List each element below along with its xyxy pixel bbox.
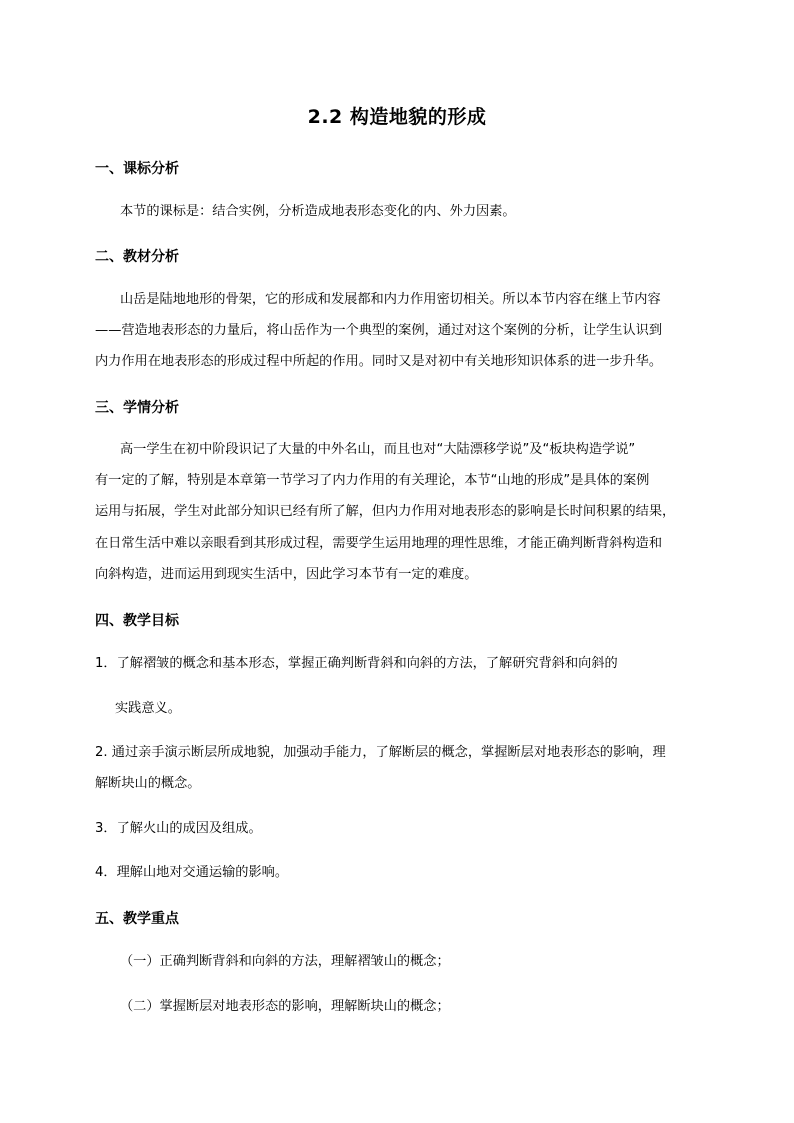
- objective-item: 1．了解褶皱的概念和基本形态，掌握正确判断背斜和向斜的方法，了解研究背斜和向斜的: [95, 656, 618, 671]
- page-title: 2.2 构造地貌的形成: [307, 106, 487, 128]
- section-heading-key-points: 五、教学重点: [95, 911, 179, 927]
- section-heading-curriculum: 一、课标分析: [95, 161, 179, 177]
- objective-item: 3．了解火山的成因及组成。: [95, 821, 262, 836]
- paragraph-line: 运用与拓展，学生对此部分知识已经有所了解，但内力作用对地表形态的影响是长时间积累的结果，: [95, 504, 676, 519]
- objective-item: 4．理解山地对交通运输的影响。: [95, 865, 289, 880]
- paragraph-line: 在日常生活中难以亲眼看到其形成过程，需要学生运用地理的理性思维，才能正确判断背斜构造和: [95, 536, 663, 551]
- paragraph-line: 山岳是陆地地形的骨架，它的形成和发展都和内力作用密切相关。所以本节内容在继上节内容: [120, 292, 661, 307]
- key-point-item: （二）掌握断层对地表形态的影响，理解断块山的概念；: [120, 999, 450, 1014]
- key-point-item: （一）正确判断背斜和向斜的方法，理解褶皱山的概念；: [120, 954, 450, 969]
- paragraph-line: ——营造地表形态的力量后，将山岳作为一个典型的案例，通过对这个案例的分析，让学生认识到: [95, 323, 663, 338]
- paragraph-line: 本节的课标是：结合实例，分析造成地表形态变化的内、外力因素。: [120, 204, 516, 219]
- paragraph-line: 内力作用在地表形态的形成过程中所起的作用。同时又是对初中有关地形知识体系的进一步升华。: [95, 354, 663, 369]
- objective-item: 实践意义。: [115, 701, 181, 716]
- paragraph-line: 向斜构造，进而运用到现实生活中，因此学习本节有一定的难度。: [95, 567, 478, 582]
- paragraph-line: 有一定的了解，特别是本章第一节学习了内力作用的有关理论，本节“山地的形成”是具体的案例: [95, 473, 650, 488]
- section-heading-learner: 三、学情分析: [95, 400, 179, 416]
- paragraph-line: 高一学生在初中阶段识记了大量的中外名山，而且也对“大陆漂移学说”及“板块构造学说”: [120, 442, 636, 457]
- section-heading-objectives: 四、教学目标: [95, 613, 179, 629]
- objective-item: 2. 通过亲手演示断层所成地貌，加强动手能力，了解断层的概念，掌握断层对地表形态的影响，理: [95, 745, 666, 760]
- section-heading-textbook: 二、教材分析: [95, 249, 179, 265]
- objective-item: 解断块山的概念。: [95, 776, 201, 791]
